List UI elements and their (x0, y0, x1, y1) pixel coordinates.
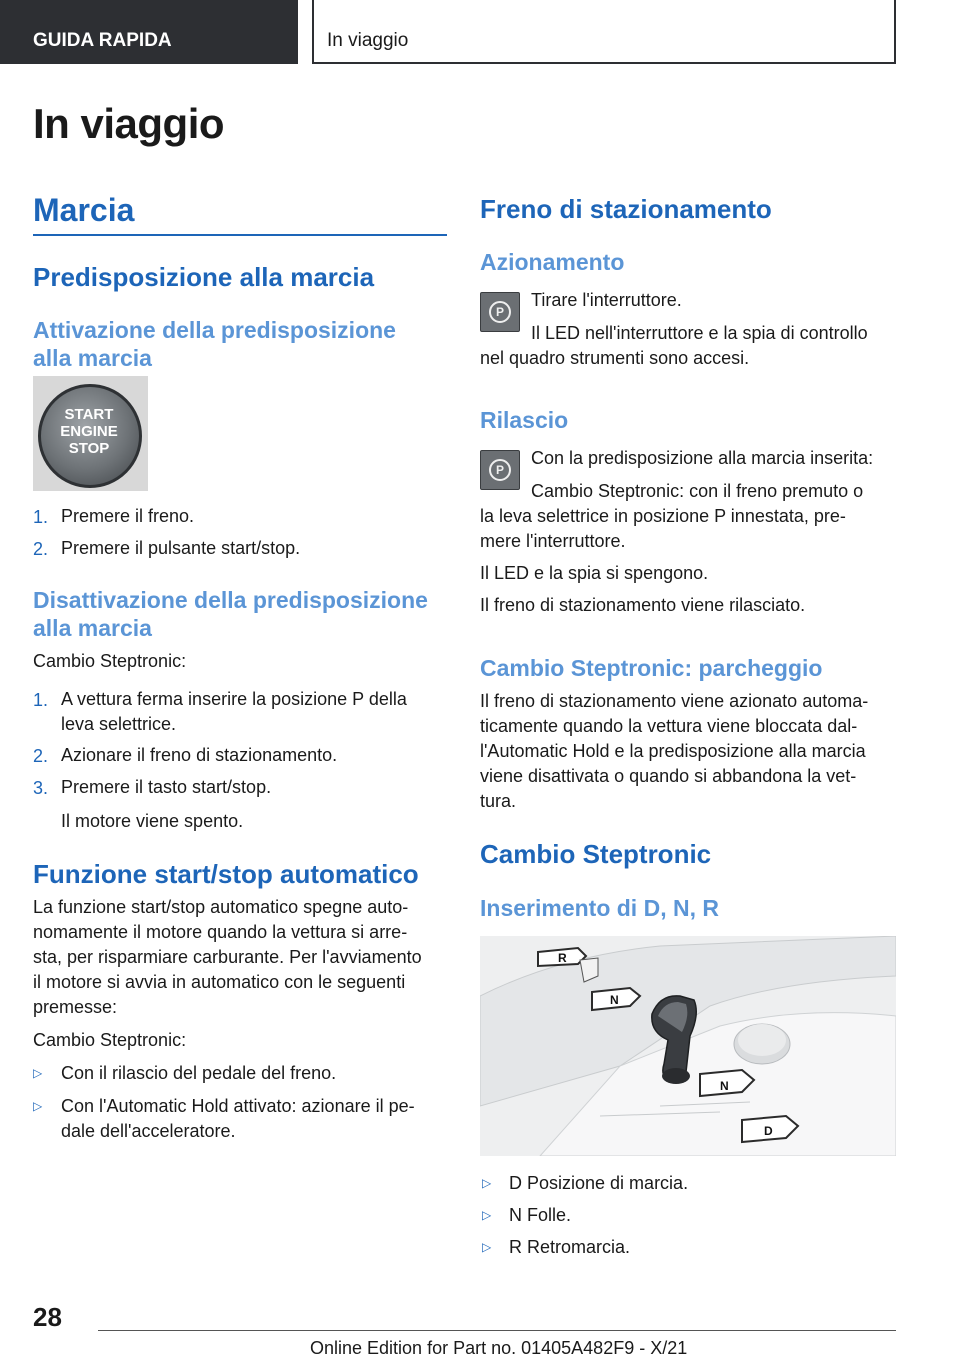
autostop-line: sta, per risparmiare carburante. Per l'avviamento (33, 947, 422, 967)
park-line: viene disattivata o quando si abbandona la vet- (480, 766, 857, 786)
gear-selector-image (480, 936, 896, 1156)
stop-label: STOP (68, 440, 110, 457)
release-line: Il LED e la spia si spengono. (480, 563, 709, 583)
parking-brake-icon (480, 450, 520, 490)
autostop-line: La funzione start/stop automatico spegne auto- (33, 897, 409, 917)
edition-text: Online Edition for Part no. 01405A482F9 - X/21 (310, 1338, 688, 1358)
heading-engage: Inserimento di D, N, R (480, 895, 719, 921)
bullet-text: dale dell'acceleratore. (61, 1121, 236, 1141)
step-number: 1. (33, 507, 49, 527)
gear-selector-illustration (480, 936, 896, 1156)
parking-brake-icon (480, 292, 520, 332)
release-line: Con la predisposizione alla marcia inserita: (531, 448, 874, 468)
heading-ready: Predisposizione alla marcia (33, 262, 375, 292)
park-line: l'Automatic Hold e la predisposizione alla marcia (480, 741, 866, 761)
heading-parking-brake: Freno di stazionamento (480, 194, 772, 224)
heading-autostop: Funzione start/stop automatico (33, 859, 419, 889)
engine-label: ENGINE (60, 423, 118, 440)
heading-activate-1: Attivazione della predisposizione (33, 317, 396, 343)
heading-rule (33, 234, 447, 236)
bullet-triangle-icon: ▷ (482, 1208, 492, 1222)
step-text: leva selettrice. (61, 714, 177, 734)
step-number: 3. (33, 778, 49, 798)
parking-p-icon: P (489, 301, 511, 323)
page-tab: In viaggio (312, 0, 896, 64)
heading-deactivate-2: alla marcia (33, 615, 152, 641)
start-label: START (64, 406, 114, 423)
footer-rule (98, 1330, 896, 1331)
step-text: Azionare il freno di stazionamento. (61, 745, 338, 765)
apply-line: Il LED nell'interruttore e la spia di controllo (531, 323, 868, 343)
steptronic-label: Cambio Steptronic: (33, 1030, 187, 1050)
start-button-label (33, 406, 145, 457)
apply-line: nel quadro strumenti sono accesi. (480, 348, 750, 368)
bullet-triangle-icon: ▷ (482, 1176, 492, 1190)
release-line: Il freno di stazionamento viene rilasciato. (480, 595, 806, 615)
release-line: mere l'interruttore. (480, 531, 626, 551)
header-bar (0, 0, 960, 66)
step-text: Premere il pulsante start/stop. (61, 538, 301, 558)
heading-apply: Azionamento (480, 249, 625, 275)
heading-activate-2: alla marcia (33, 345, 152, 371)
step-number: 1. (33, 690, 49, 710)
gear-bullet: D Posizione di marcia. (509, 1173, 689, 1193)
bullet-triangle-icon: ▷ (33, 1099, 43, 1113)
bullet-text: Con l'Automatic Hold attivato: azionare il pe- (61, 1096, 415, 1116)
heading-steptronic-park: Cambio Steptronic: parcheggio (480, 655, 823, 681)
engine-off-text: Il motore viene spento. (61, 811, 244, 831)
autostop-line: premesse: (33, 997, 118, 1017)
gear-bullet: R Retromarcia. (509, 1237, 631, 1257)
section-tab: GUIDA RAPIDA (0, 0, 298, 64)
heading-marcia: Marcia (33, 192, 135, 228)
autostop-line: il motore si avvia in automatico con le seguenti (33, 972, 406, 992)
heading-release: Rilascio (480, 407, 569, 433)
bullet-triangle-icon: ▷ (482, 1240, 492, 1254)
step-text: A vettura ferma inserire la posizione P della (61, 689, 407, 709)
heading-steptronic: Cambio Steptronic (480, 839, 712, 869)
park-line: Il freno di stazionamento viene azionato automa- (480, 691, 869, 711)
release-line: la leva selettrice in posizione P innestata, pre- (480, 506, 846, 526)
page-title: In viaggio (33, 100, 225, 147)
park-line: ticamente quando la vettura viene bloccata dal- (480, 716, 858, 736)
step-number: 2. (33, 539, 49, 559)
start-engine-stop-image (33, 376, 148, 491)
step-text: Premere il freno. (61, 506, 195, 526)
gear-label-n-lower: N (720, 1079, 729, 1093)
bullet-triangle-icon: ▷ (33, 1066, 43, 1080)
gear-bullet: N Folle. (509, 1205, 572, 1225)
steptronic-label: Cambio Steptronic: (33, 651, 187, 671)
parking-p-icon: P (489, 459, 511, 481)
release-line: Cambio Steptronic: con il freno premuto o (531, 481, 864, 501)
autostop-line: nomamente il motore quando la vettura si arre- (33, 922, 408, 942)
heading-deactivate-1: Disattivazione della predisposizione (33, 587, 428, 613)
park-line: tura. (480, 791, 517, 811)
bullet-text: Con il rilascio del pedale del freno. (61, 1063, 337, 1083)
step-number: 2. (33, 746, 49, 766)
step-text: Premere il tasto start/stop. (61, 777, 272, 797)
gear-label-n-upper: N (610, 993, 619, 1007)
gear-label-r: R (558, 951, 567, 965)
page-number: 28 (33, 1302, 62, 1332)
gear-label-d: D (764, 1124, 773, 1138)
apply-line: Tirare l'interruttore. (531, 290, 682, 310)
